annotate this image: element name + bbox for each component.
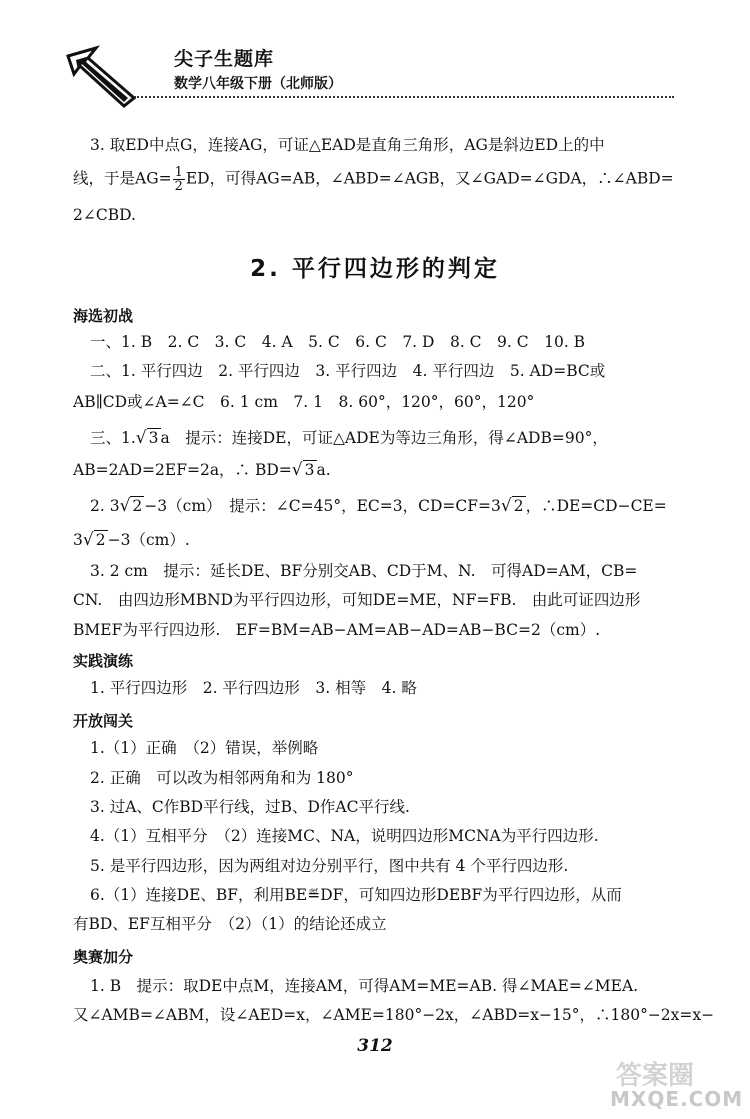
radicand: 3 [304, 461, 315, 479]
body-line-1: 3. 取ED中点G，连接AG，可证△EAD是直角三角形，AG是斜边ED上的中 [90, 136, 605, 154]
sqrt-2: √ 2 [82, 530, 106, 550]
sqrt-2: √ 2 [119, 496, 143, 516]
radicand: 2 [513, 497, 524, 515]
s1-line-4-text-a: 三、1. [90, 429, 136, 447]
s1-line-4 [90, 428, 608, 448]
fraction-one-half [173, 166, 185, 193]
s3-line-5: 5. 是平行四边形，因为两组对边分别平行，图中共有 4 个平行四边形. [90, 857, 569, 875]
chapter-title: 2. 平行四边形的判定 [250, 256, 500, 282]
radicand: 3 [148, 429, 159, 447]
watermark [610, 1055, 744, 1115]
body-line-2-text-b: ED，可得AG=AB，∠ABD=∠AGB，又∠GAD=∠GDA，∴∠ABD= [185, 169, 674, 188]
s3-line-2: 2. 正确 可以改为相邻两角和为 180° [90, 769, 354, 787]
page-header [62, 40, 672, 110]
s3-line-1: 1.（1）正确 （2）错误，举例略 [90, 739, 319, 757]
body-line-3: 2∠CBD. [73, 206, 136, 224]
s4-line-2: 又∠AMB=∠ABM，设∠AED=x，∠AME=180°−2x，∠ABD=x−15°，∴180°−2x=x− [73, 1006, 715, 1024]
watermark-site: MXQE.COM [610, 1087, 744, 1111]
s1-line-8: 3. 2 cm 提示：延长DE、BF分别交AB、CD于M、N. 可得AD=AM，CB= [90, 562, 638, 580]
section-heading-2: 实践演练 [73, 652, 134, 670]
section-heading-1: 海选初战 [73, 307, 134, 325]
s4-line-1: 1. B 提示：取DE中点M，连接AM，可得AM=ME=AB. 得∠MAE=∠MEA. [90, 977, 639, 995]
page-number: 312 [357, 1036, 393, 1056]
s1-line-1: 一、1. B 2. C 3. C 4. A 5. C 6. C 7. D 8. C 9. C 10. B [90, 333, 586, 351]
s1-line-6-text-c: ，∴DE=CD−CE= [525, 497, 667, 515]
sqrt-3: √ 3 [291, 460, 315, 480]
arrow-logo-icon [66, 42, 136, 108]
s1-line-9: CN. 由四边形MBND为平行四边形，可知DE=ME，NF=FB. 由此可证四边形 [73, 591, 641, 609]
s1-line-6-text-b: −3（cm） 提示：∠C=45°，EC=3，CD=CF=3 [144, 497, 501, 515]
s3-line-7: 有BD、EF互相平分 （2）（1）的结论还成立 [73, 915, 387, 933]
section-heading-3: 开放闯关 [73, 712, 134, 730]
fraction-denominator: 2 [174, 179, 183, 194]
section-heading-4: 奥赛加分 [73, 948, 134, 966]
radicand: 2 [95, 531, 106, 549]
sqrt-2: √ 2 [500, 496, 524, 516]
s1-line-10: BMEF为平行四边形. EF=BM=AB−AM=AB−AD=AB−BC=2（cm）. [73, 621, 601, 639]
book-series-title: 尖子生题库 [174, 48, 275, 70]
s1-line-7 [73, 530, 190, 550]
s1-line-2: 二、1. 平行四边 2. 平行四边 3. 平行四边 4. 平行四边 5. AD=BC或 [90, 362, 606, 380]
s1-line-7-text-b: −3（cm）. [107, 531, 190, 549]
s1-line-7-text-a: 3 [73, 531, 83, 549]
s3-line-4: 4.（1）互相平分 （2）连接MC、NA，说明四边形MCNA为平行四边形. [90, 827, 599, 845]
radicand: 2 [132, 497, 143, 515]
s1-line-5 [73, 460, 331, 480]
body-line-2-text-a: 线，于是AG= [73, 169, 172, 188]
sqrt-3: √ 3 [135, 428, 159, 448]
s3-line-3: 3. 过A、C作BD平行线，过B、D作AC平行线. [90, 798, 410, 816]
s1-line-3: AB∥CD或∠A=∠C 6. 1 cm 7. 1 8. 60°，120°，60°，120° [73, 393, 535, 411]
s1-line-4-text-b: a 提示：连接DE，可证△ADE为等边三角形，得∠ADB=90°， [160, 429, 608, 447]
s1-line-6-text-a: 2. 3 [90, 497, 120, 515]
s3-line-6: 6.（1）连接DE、BF，利用BE≝DF，可知四边形DEBF为平行四边形，从而 [90, 886, 622, 904]
s1-line-6 [90, 496, 667, 516]
s2-line-1: 1. 平行四边形 2. 平行四边形 3. 相等 4. 略 [90, 679, 417, 697]
fraction-numerator: 1 [174, 165, 183, 180]
header-divider [134, 96, 674, 98]
s1-line-5-text-b: a. [316, 461, 331, 479]
watermark-logo: 答案圈 [616, 1061, 695, 1091]
s1-line-5-text-a: AB=2AD=2EF=2a，∴ BD= [73, 461, 292, 479]
body-line-2 [73, 166, 674, 193]
book-subtitle: 数学八年级下册（北师版） [174, 76, 342, 92]
